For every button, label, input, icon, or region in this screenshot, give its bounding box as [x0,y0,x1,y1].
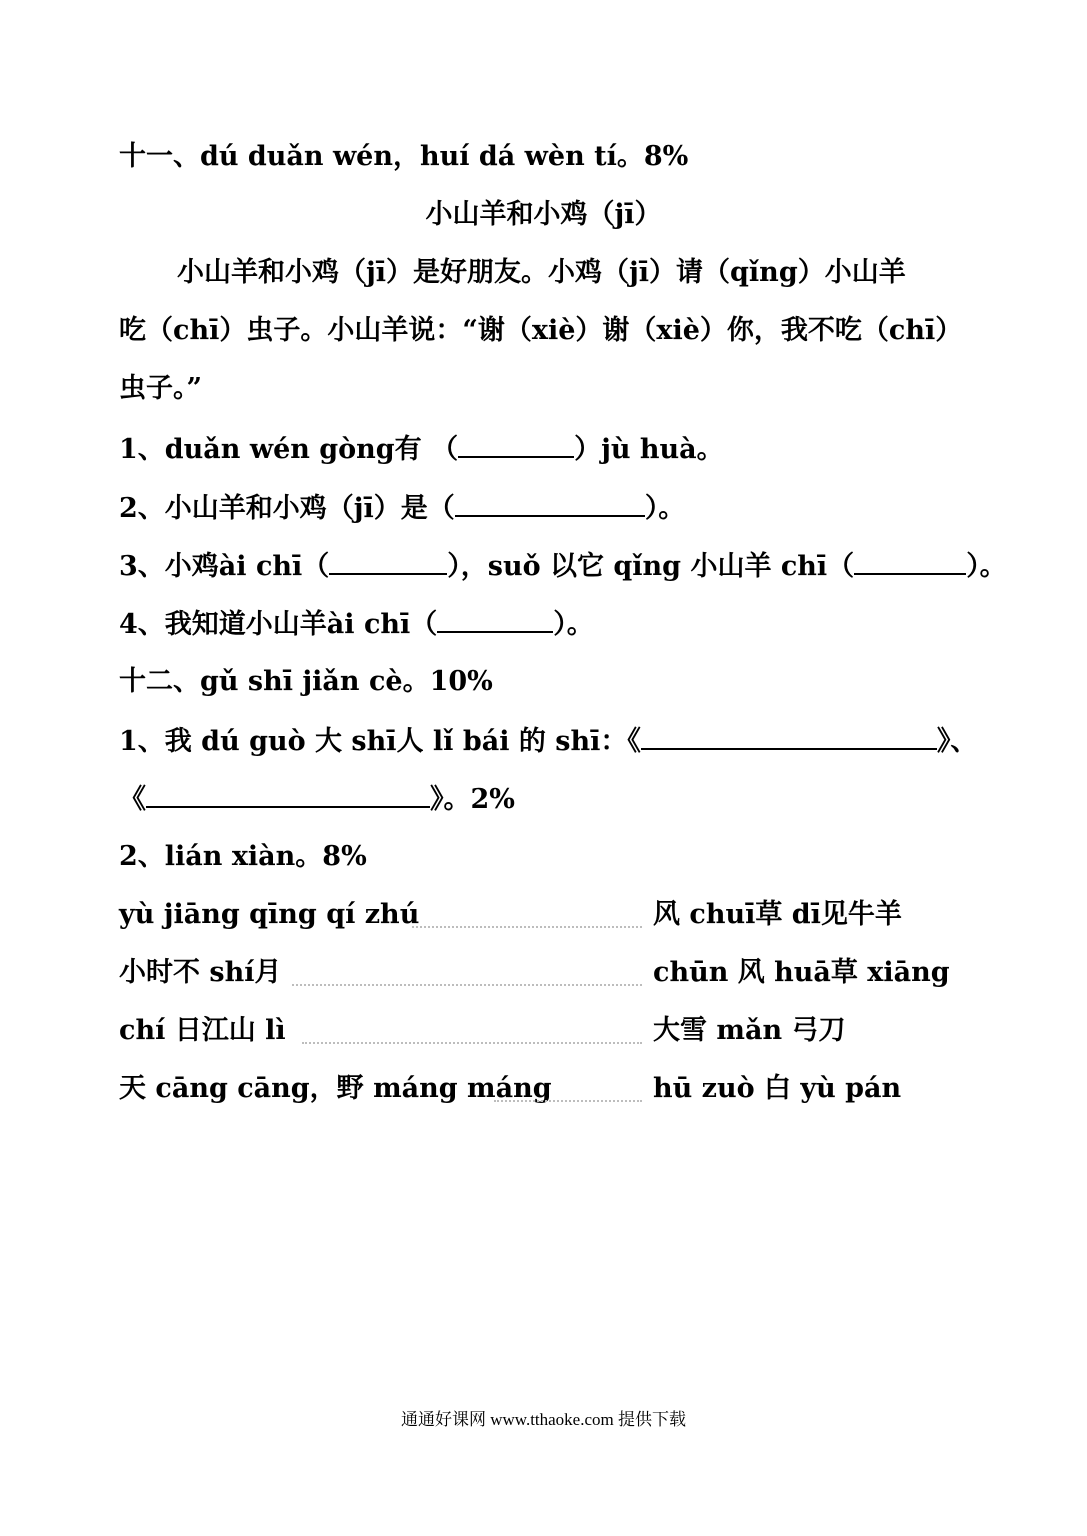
match-left-4[interactable]: 天 cāng cāng，野 máng máng [119,1073,552,1104]
answer-blank-11-3b[interactable] [854,549,966,575]
question-11-4: 4、我知道小山羊ài chī（ ）。 [119,609,594,640]
story-paragraph [119,244,979,418]
story-title: 小山羊和小鸡（jī） [425,199,662,230]
match-left-1[interactable]: yù jiāng qīng qí zhú [119,899,420,930]
match-right-4[interactable]: hū zuò 白 yù pán [653,1073,902,1104]
question-12-1: 1、我 dú guò 大 shī人 lǐ bái 的 shī：《 》、 [119,726,978,757]
section-12-heading: 十二、gǔ shī jiǎn cè。10% [119,666,493,697]
match-dotted-line-2 [292,984,642,986]
match-dotted-line-3 [302,1042,642,1044]
match-right-1[interactable]: 风 chuī草 dī见牛羊 [653,899,902,930]
answer-blank-11-4[interactable] [437,607,553,633]
question-12-2-heading: 2、lián xiàn。8% [119,841,367,872]
match-dotted-line-1 [412,926,642,928]
poem-blank-2[interactable] [146,782,430,808]
section-11-heading: 十一、dú duǎn wén，huí dá wèn tí。8% [119,141,689,172]
match-right-3[interactable]: 大雪 mǎn 弓刀 [653,1015,846,1046]
match-right-2[interactable]: chūn 风 huā草 xiāng [653,957,950,988]
match-left-3[interactable]: chí 日江山 lì [119,1015,286,1046]
answer-blank-11-2[interactable] [455,491,645,517]
question-11-3: 3、小鸡ài chī（ ），suǒ 以它 qǐng 小山羊 chī（ ）。 [119,551,1007,582]
page-footer: 通通好课网 www.tthaoke.com 提供下载 [400,1410,687,1429]
question-12-1-cont: 《 》。2% [119,784,515,815]
match-left-2[interactable]: 小时不 shí月 [119,957,282,988]
question-11-2: 2、小山羊和小鸡（jī）是（ ）。 [119,493,686,524]
story-line-1: 小山羊和小鸡（jī）是好朋友。小鸡（jī）请（qǐng）小山羊 [177,257,906,288]
story-line-2: 吃（chī）虫子。小山羊说：“谢（xiè）谢（xiè）你，我不吃（chī） [119,315,963,346]
question-11-1: 1、duǎn wén gòng有 （ ）jù huà。 [119,434,724,465]
match-dotted-line-4 [494,1100,642,1102]
poem-blank-1[interactable] [641,724,937,750]
story-line-3: 虫子。” [119,373,203,404]
answer-blank-11-1[interactable] [458,432,574,458]
answer-blank-11-3a[interactable] [329,549,447,575]
